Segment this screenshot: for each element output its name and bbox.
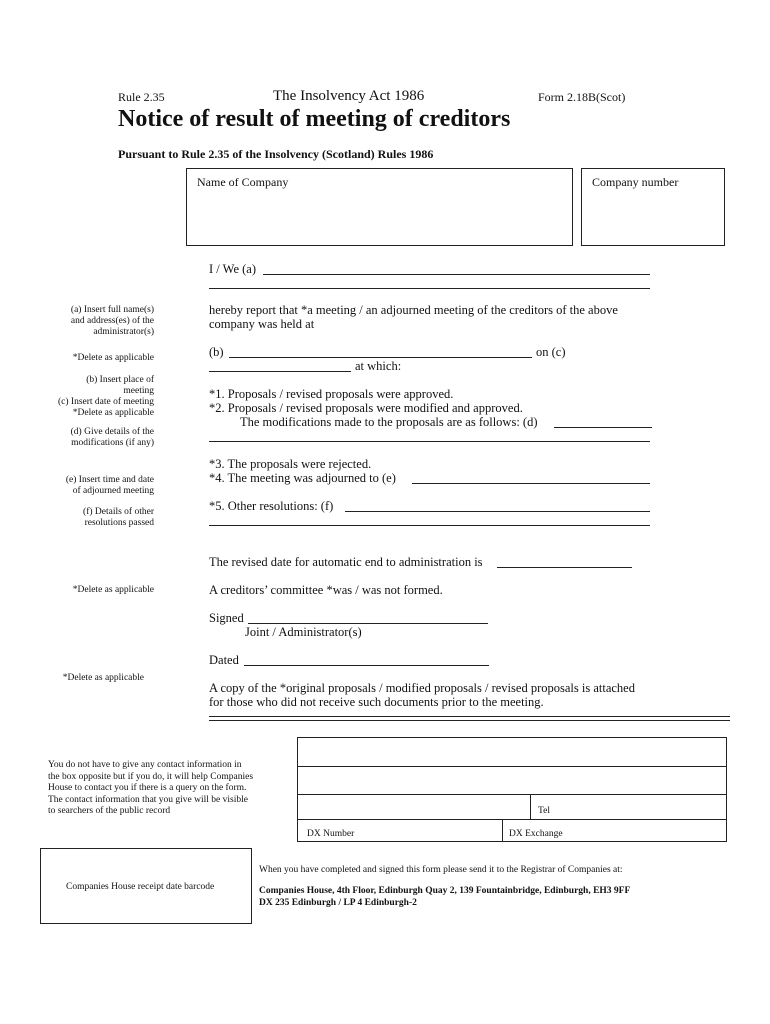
note-delete-1: *Delete as applicable [72,353,154,363]
proposal-2-modifications: The modifications made to the proposals are as follows: (d) [240,415,538,429]
proposal-5: *5. Other resolutions: (f) [209,499,334,513]
send-instructions: When you have completed and signed this form please send it to the Registrar of Companies at: [259,865,623,875]
company-number-box[interactable] [581,168,725,246]
contact-box [297,737,727,842]
contact-row-3[interactable] [298,819,726,820]
dx-number-label: DX Number [307,829,355,839]
copy-line-2: for those who did not receive such documents prior to the meeting. [209,695,544,709]
dx-divider [502,819,503,841]
note-b-c: (b) Insert place of meeting (c) Insert date of meeting *Delete as applicable [57,375,154,418]
revised-date-line[interactable] [497,567,632,568]
note-f: (f) Details of other resolutions passed [83,507,154,528]
iwe-line-2[interactable] [209,288,650,289]
address-line-1: Companies House, 4th Floor, Edinburgh Quay 2, 139 Fountainbridge, Edinburgh, EH3 9FF [259,886,631,896]
date-line[interactable] [209,371,351,372]
report-line-2: company was held at [209,317,315,331]
company-name-label: Name of Company [197,175,289,189]
proposal-1: *1. Proposals / revised proposals were approved. [209,387,454,401]
copy-line-1: A copy of the *original proposals / modified proposals / revised proposals is attached [209,681,635,695]
modifications-line-2[interactable] [209,441,650,442]
at-which-label: at which: [355,359,402,373]
place-line[interactable] [229,357,532,358]
signed-label: Signed [209,611,244,625]
divider-top [209,716,730,717]
barcode-box [40,848,252,924]
note-e: (e) Insert time and date of adjourned meeting [65,475,154,496]
iwe-label: I / We (a) [209,262,257,276]
note-d: (d) Give details of the modifications (if any) [70,427,154,448]
page-title: Notice of result of meeting of creditors [118,106,511,132]
revised-date-label: The revised date for automatic end to administration is [209,555,483,569]
committee-text: A creditors’ committee *was / was not formed. [209,583,443,597]
dx-exchange-label: DX Exchange [509,829,563,839]
act-name: The Insolvency Act 1986 [273,88,425,104]
dated-line[interactable] [244,665,489,666]
rule-number: Rule 2.35 [118,90,165,104]
note-delete-4: *Delete as applicable [62,673,144,683]
on-c-label: on (c) [536,345,566,359]
proposal-4: *4. The meeting was adjourned to (e) [209,471,396,485]
contact-row-2[interactable] [298,794,726,795]
modifications-line-1[interactable] [554,427,652,428]
signed-line[interactable] [248,623,488,624]
b-label: (b) [209,345,224,359]
form-number: Form 2.18B(Scot) [538,90,626,104]
joint-admin-label: Joint / Administrator(s) [245,625,362,639]
barcode-label: Companies House receipt date barcode [66,882,215,892]
resolutions-line-2[interactable] [209,525,650,526]
company-number-label: Company number [592,175,679,189]
dated-label: Dated [209,653,239,667]
report-line-1: hereby report that *a meeting / an adjourned meeting of the creditors of the above [209,303,618,317]
note-a: (a) Insert full name(s) and address(es) of the administrator(s) [70,305,154,337]
contact-row-1[interactable] [298,766,726,767]
divider-bottom [209,720,730,721]
proposal-2: *2. Proposals / revised proposals were modified and approved. [209,401,523,415]
contact-info-text: You do not have to give any contact information in the box opposite but if you do, it will help Companies House to contact you if there is a query on the form. The contact information that you give will be visible to searchers of the public record [48,760,254,816]
resolutions-line-1[interactable] [345,511,650,512]
page-subtitle: Pursuant to Rule 2.35 of the Insolvency (Scotland) Rules 1986 [118,147,434,161]
tel-label: Tel [538,806,550,816]
adjourned-line[interactable] [412,483,650,484]
proposal-3: *3. The proposals were rejected. [209,457,372,471]
company-name-box[interactable] [186,168,573,246]
iwe-line-1[interactable] [263,274,650,275]
tel-divider [530,794,531,819]
note-delete-3: *Delete as applicable [72,585,154,595]
address-line-2: DX 235 Edinburgh / LP 4 Edinburgh-2 [259,898,417,908]
